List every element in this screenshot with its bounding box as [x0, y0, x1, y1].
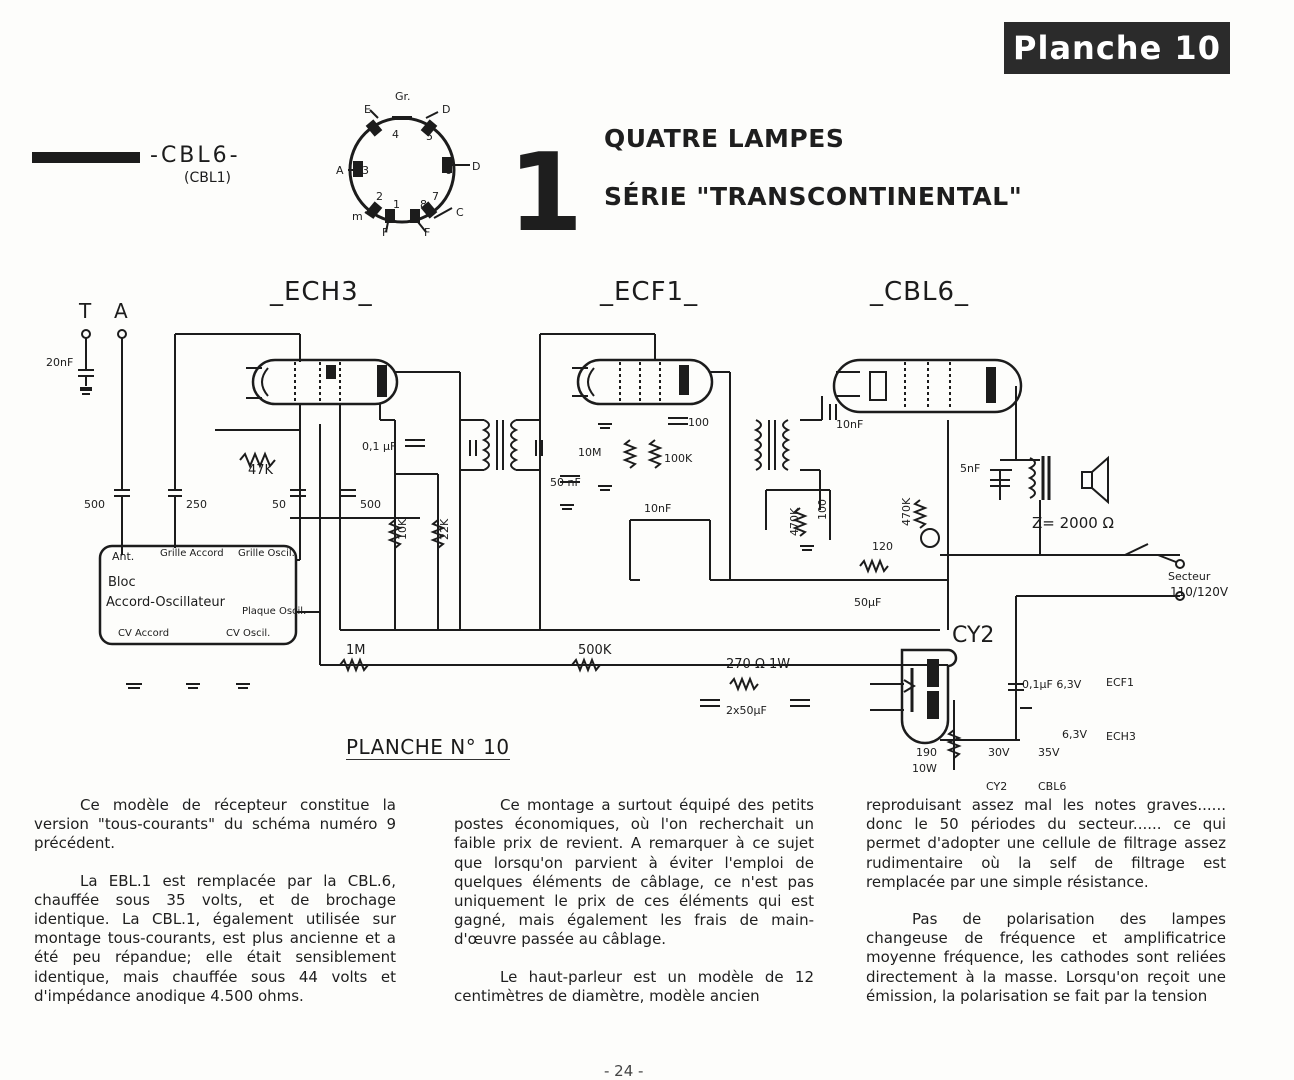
component-label: 10nF [836, 418, 864, 431]
paragraph: Ce montage a surtout équipé des petits postes économiques, où l'on recherchait un faible prix de revient. A remarquer à ce sujet que lorsqu'on parvient à éviter l'emploi de quelques éléments de câblage, ce n'est pas uniquement le prix de ces éléments qui est gagné, mais également les frais de main-d'œuvre passée au câblage. [454, 796, 814, 949]
socket-pin-number: 1 [393, 198, 400, 211]
component-label: 2x50µF [726, 704, 767, 717]
socket-pin-label: D [442, 103, 451, 116]
cy2-label: CY2 [952, 623, 995, 648]
component-label: 500 [84, 498, 105, 511]
tube-label-ecf1: _ECF1_ [600, 277, 699, 307]
big-number: 1 [508, 131, 584, 256]
tube-label-cbl6: _CBL6_ [870, 277, 970, 307]
component-label: 190 [916, 746, 937, 759]
bloc-grille-oscil-label: Grille Oscil. [238, 548, 295, 559]
component-label: 500K [578, 643, 612, 658]
component-label: 0,1µF 6,3V [1022, 678, 1082, 691]
socket-pin-label: E [364, 103, 371, 116]
component-label: 47K [248, 463, 274, 478]
component-label: 100 [816, 499, 829, 520]
component-label: 1M [346, 643, 366, 658]
socket-pin-label: Gr. [395, 90, 411, 103]
component-label: 22K [438, 518, 451, 540]
socket-pin-label: C [456, 206, 464, 219]
bloc-plaque-oscil-label: Plaque Oscil. [242, 606, 307, 617]
component-label: 20nF [46, 356, 74, 369]
bloc-cv-accord-label: CV Accord [118, 628, 170, 639]
bloc-cv-oscil-label: CV Oscil. [226, 628, 271, 639]
paragraph: Pas de polarisation des lampes changeuse de fréquence et amplificatrice moyenne fréquence, les cathodes sont reliées directement à la masse. Lorsqu'on reçoit une émission, la polarisation se fait par la tension [866, 910, 1226, 1005]
antenna-a-label: A [114, 299, 128, 323]
filament-label: CBL6 [1038, 780, 1067, 790]
component-label: 35V [1038, 746, 1060, 759]
component-label: 50 [272, 498, 286, 511]
component-label: 6,3V [1062, 728, 1088, 741]
tube-ech3 [246, 360, 397, 404]
text-column-1 [34, 796, 396, 1024]
bloc-title2: Accord-Oscillateur [106, 595, 225, 610]
component-label: Z= 2000 Ω [1032, 514, 1115, 532]
socket-pin-label: F [382, 226, 389, 239]
planche-caption: PLANCHE N° 10 [346, 735, 510, 759]
component-label: 30V [988, 746, 1010, 759]
page-number: - 24 - [604, 1062, 644, 1080]
component-label: 120 [872, 540, 893, 553]
socket-pin-number: 6 [445, 164, 452, 177]
paragraph: La EBL.1 est remplacée par la CBL.6, chauffée sous 35 volts, et de brochage identique. La CBL.1, également utilisée sur montage tous-courants, est plus ancienne et a été peu répandue; elle était sensiblement identique, mais chauffée sous 44 volts et d'impédance anodique 4.500 ohms. [34, 871, 396, 1005]
antenna-t-label: T [79, 299, 92, 323]
secteur-label: Secteur [1168, 570, 1211, 583]
tube-cbl6 [834, 360, 1021, 412]
socket-pin-number: 4 [392, 128, 399, 141]
paragraph: reproduisant assez mal les notes graves...... donc le 50 périodes du secteur...... ce qui permet d'adopter une cellule de filtrage assez rudimentaire où la self de filtrage est remplacée par une simple résistance. [866, 796, 1226, 891]
paragraph: Ce modèle de récepteur constitue la version "tous-courants" du schéma numéro 9 précédent. [34, 796, 396, 853]
secteur-voltage: 110/120V [1170, 585, 1229, 599]
component-label: 50 nF [550, 476, 581, 489]
component-label: 100K [664, 452, 693, 465]
socket-pin-label: F [424, 226, 431, 239]
component-label: 10K [396, 518, 409, 540]
socket-pin-label: m [352, 210, 363, 223]
filament-label: CY2 [986, 780, 1008, 790]
socket-pin-number: 3 [362, 164, 369, 177]
component-label: 10W [912, 762, 937, 775]
component-label: 470K [788, 507, 801, 536]
socket-pin-number: 7 [432, 190, 439, 203]
component-label: 5nF [960, 462, 981, 475]
component-label: 100 [688, 416, 709, 429]
bloc-ant-label: Ant. [112, 550, 135, 563]
component-label: 470K [900, 497, 913, 526]
socket-pin-label: D [472, 160, 481, 173]
headline-line1: QUATRE LAMPES [604, 124, 845, 153]
socket-pin-number: 5 [426, 130, 433, 143]
tube-ecf1 [572, 360, 712, 404]
tube-cy2 [870, 650, 956, 743]
bloc-title1: Bloc [108, 575, 136, 590]
planche-badge: Planche 10 [1004, 22, 1230, 74]
headline-line2: SÉRIE "TRANSCONTINENTAL" [604, 182, 1023, 211]
if-transformer-1 [460, 420, 540, 470]
text-column-3 [866, 796, 1226, 1024]
socket-pin-number: 2 [376, 190, 383, 203]
if-transformer-2 [756, 420, 788, 470]
socket-pin-number: 8 [420, 198, 427, 211]
header-bar [32, 152, 140, 163]
socket-subtitle: (CBL1) [184, 170, 232, 186]
bloc-grille-accord-label: Grille Accord [160, 548, 224, 559]
socket-title: -CBL6- [150, 143, 241, 168]
component-label: 500 [360, 498, 381, 511]
tube-label-ech3: _ECH3_ [270, 277, 373, 307]
paragraph: Le haut-parleur est un modèle de 12 centimètres de diamètre, modèle ancien [454, 967, 814, 1005]
component-label: 270 Ω 1W [726, 657, 791, 672]
filament-label: ECH3 [1106, 730, 1136, 743]
text-column-2 [454, 796, 814, 1024]
component-label: 10nF [644, 502, 672, 515]
component-label: 250 [186, 498, 207, 511]
component-label: 50µF [854, 596, 882, 609]
filament-label: ECF1 [1106, 676, 1134, 689]
component-label: 10M [578, 446, 602, 459]
socket-pin-label: A [336, 164, 344, 177]
component-label: 0,1 µF [362, 440, 397, 453]
